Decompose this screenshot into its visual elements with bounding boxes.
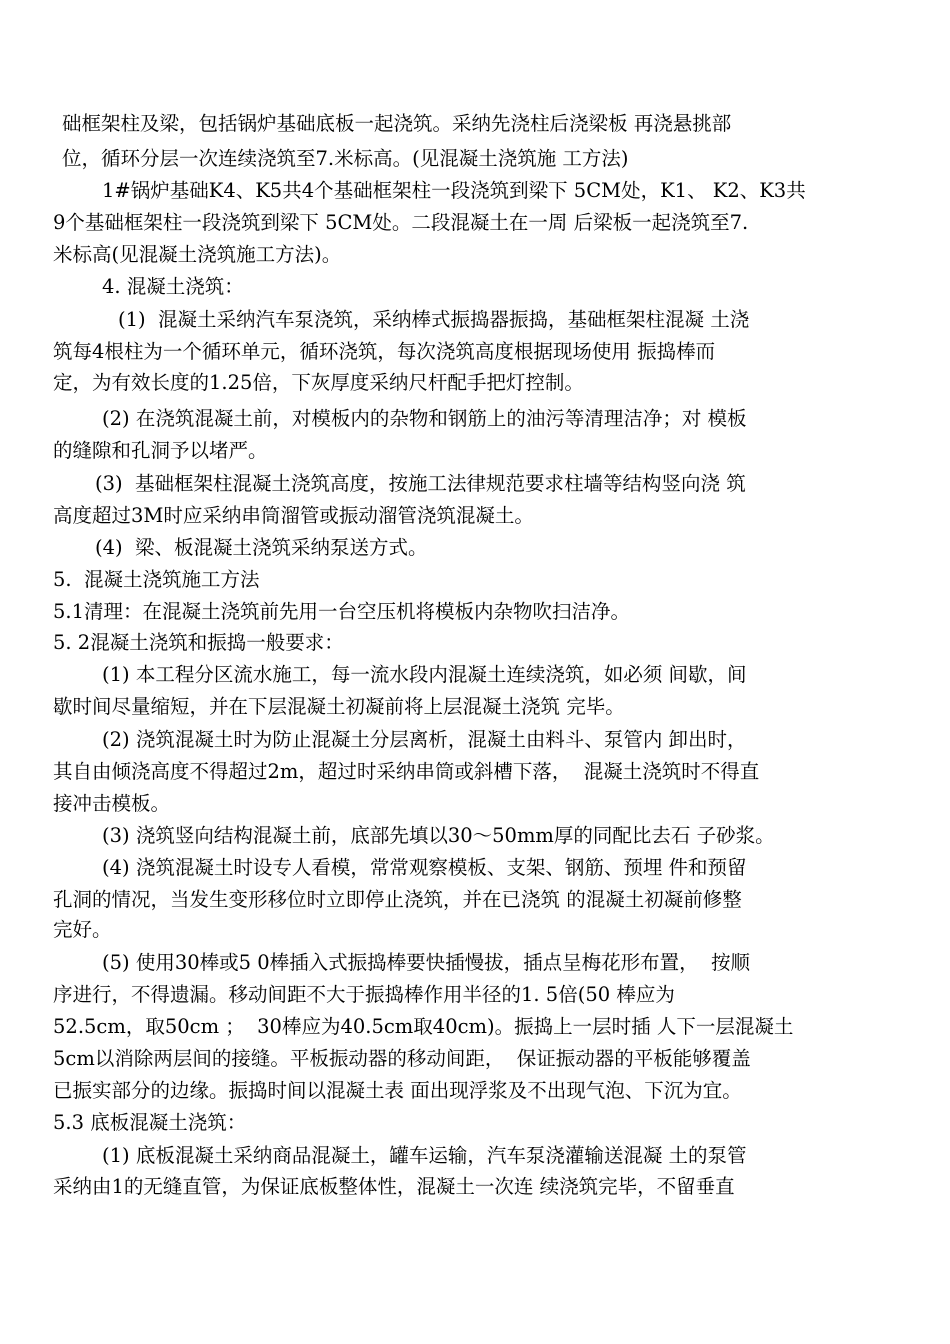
text-line: 孔洞的情况，当发生变形移位时立即停止浇筑，并在已浇筑 的混凝土初凝前修整 <box>53 888 742 911</box>
text-line: 采纳由1的无缝直管，为保证底板整体性，混凝土一次连 续浇筑完毕，不留垂直 <box>53 1175 735 1198</box>
text-line: 位，循环分层一次连续浇筑至7.米标高。(见混凝土浇筑施 工方法) <box>62 147 629 170</box>
text-line: 米标高(见混凝土浇筑施工方法)。 <box>53 243 342 266</box>
text-line: 完好。 <box>53 918 112 941</box>
text-line: 定，为有效长度的1.25倍，下灰厚度采纳尺杆配手把灯控制。 <box>53 371 584 394</box>
section-heading: 4. 混凝土浇筑： <box>102 275 244 298</box>
text-line: 1#锅炉基础K4、K5共4个基础框架柱一段浇筑到梁下 5CM处，K1、 K2、K3共 <box>102 179 806 202</box>
text-line: (1) 混凝土采纳汽车泵浇筑，采纳棒式振捣器振捣，基础框架柱混凝 土浇 <box>118 308 750 331</box>
text-line: (2) 在浇筑混凝土前，对模板内的杂物和钢筋上的油污等清理洁净；对 模板 <box>102 407 747 430</box>
text-line: (1) 本工程分区流水施工，每一流水段内混凝土连续浇筑，如必须 间歇，间 <box>102 663 747 686</box>
text-line: (2) 浇筑混凝土时为防止混凝土分层离析，混凝土由料斗、泵管内 卸出时， <box>102 728 747 751</box>
text-line: 已振实部分的边缘。振捣时间以混凝土表 面出现浮浆及不出现气泡、下沉为宜。 <box>53 1079 742 1102</box>
text-line: (5) 使用30棒或5 0棒插入式振捣棒要快插慢拔，插点呈梅花形布置， 按顺 <box>102 951 751 974</box>
text-line: 其自由倾浇高度不得超过2m，超过时采纳串筒或斜槽下落， 混凝土浇筑时不得直 <box>53 760 760 783</box>
section-heading: 5. 混凝土浇筑施工方法 <box>53 568 260 591</box>
text-line: 础框架柱及梁，包括锅炉基础底板一起浇筑。采纳先浇柱后浇梁板 再浇悬挑部 <box>62 112 732 135</box>
text-line: 9个基础框架柱一段浇筑到梁下 5CM处。二段混凝土在一周 后梁板一起浇筑至7. <box>53 211 749 234</box>
section-heading: 5. 2混凝土浇筑和振捣一般要求： <box>53 631 344 654</box>
text-line: 5.1清理：在混凝土浇筑前先用一台空压机将模板内杂物吹扫洁净。 <box>53 600 631 623</box>
text-line: (3) 基础框架柱混凝土浇筑高度，按施工法律规范要求柱墙等结构竖向浇 筑 <box>95 472 746 495</box>
text-line: 筑每4根柱为一个循环单元，循环浇筑，每次浇筑高度根据现场使用 振捣棒而 <box>53 340 716 363</box>
text-line: (1) 底板混凝土采纳商品混凝土，罐车运输，汽车泵浇灌输送混凝 土的泵管 <box>102 1144 747 1167</box>
section-heading: 5.3 底板混凝土浇筑： <box>53 1111 247 1134</box>
text-line: 5cm以消除两层间的接缝。平板振动器的移动间距， 保证振动器的平板能够覆盖 <box>53 1047 751 1070</box>
text-line: 歇时间尽量缩短，并在下层混凝土初凝前将上层混凝土浇筑 完毕。 <box>53 695 625 718</box>
text-line: (4) 浇筑混凝土时设专人看模，常常观察模板、支架、钢筋、预埋 件和预留 <box>102 856 747 879</box>
text-line: 52.5cm，取50cm ； 30棒应为40.5cm取40cm)。振捣上一层时插 人下一层混凝土 <box>53 1015 794 1038</box>
text-line: (3) 浇筑竖向结构混凝土前，底部先填以30〜50mm厚的同配比去石 子砂浆。 <box>102 824 775 847</box>
text-line: 高度超过3M时应采纳串筒溜管或振动溜管浇筑混凝土。 <box>53 504 534 527</box>
text-line: 的缝隙和孔洞予以堵严。 <box>53 439 268 462</box>
text-line: (4) 梁、板混凝土浇筑采纳泵送方式。 <box>95 536 428 559</box>
text-line: 接冲击模板。 <box>53 792 171 815</box>
text-line: 序进行，不得遗漏。移动间距不大于振捣棒作用半径的1. 5倍(50 棒应为 <box>53 983 675 1006</box>
